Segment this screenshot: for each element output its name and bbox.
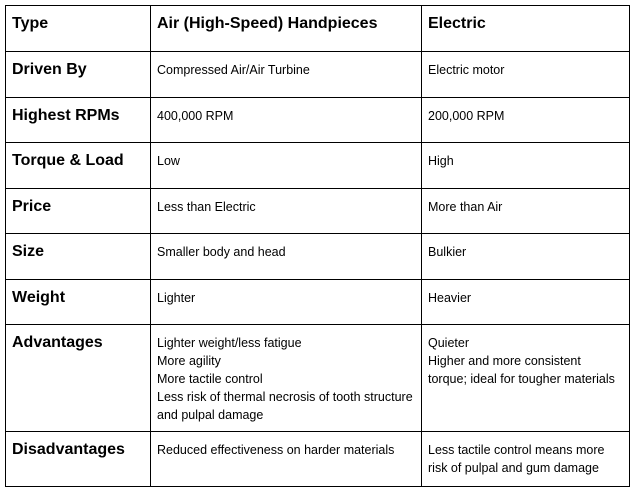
air-cell <box>151 143 422 189</box>
electric-cell <box>422 143 630 189</box>
cell-text: More than Air <box>428 200 503 214</box>
table-row <box>6 325 630 432</box>
table-row <box>6 98 630 143</box>
cell-text: Less than Electric <box>157 200 256 214</box>
air-cell <box>151 280 422 325</box>
air-cell <box>151 234 422 280</box>
row-label: Highest RPMs <box>6 98 151 143</box>
header-type: Type <box>6 6 151 52</box>
row-label: Torque & Load <box>6 143 151 189</box>
cell-text: Quieter <box>428 336 469 350</box>
electric-cell <box>422 325 630 432</box>
cell-text: Smaller body and head <box>157 245 286 259</box>
cell-text: Bulkier <box>428 245 467 259</box>
row-label: Size <box>6 234 151 280</box>
row-label: Driven By <box>6 52 151 98</box>
cell-text: High <box>428 154 454 168</box>
table-row <box>6 280 630 325</box>
cell-text: Low <box>157 154 180 168</box>
row-label: Disadvantages <box>6 432 151 487</box>
row-label: Price <box>6 189 151 234</box>
cell-text: 400,000 RPM <box>157 109 234 123</box>
cell-text: More tactile control <box>157 372 263 386</box>
air-cell <box>151 325 422 432</box>
cell-text: Less tactile control means more risk of pulpal and gum damage <box>428 443 605 475</box>
electric-cell <box>422 189 630 234</box>
cell-text: Reduced effectiveness on harder materials <box>157 443 395 457</box>
table-row <box>6 234 630 280</box>
cell-text: Electric motor <box>428 63 505 77</box>
comparison-table <box>5 5 630 487</box>
air-cell <box>151 432 422 487</box>
cell-text: Less risk of thermal necrosis of tooth structure and pulpal damage <box>157 390 413 422</box>
air-cell <box>151 98 422 143</box>
header-row <box>6 6 630 52</box>
header-electric: Electric <box>422 6 630 52</box>
electric-cell <box>422 280 630 325</box>
cell-text: Heavier <box>428 291 472 305</box>
cell-text: Lighter weight/less fatigue <box>157 336 302 350</box>
electric-cell <box>422 98 630 143</box>
row-label: Advantages <box>6 325 151 432</box>
cell-text: Higher and more consistent torque; ideal for tougher materials <box>428 354 615 386</box>
electric-cell <box>422 234 630 280</box>
cell-text: 200,000 RPM <box>428 109 505 123</box>
table-row <box>6 432 630 487</box>
cell-text: Compressed Air/Air Turbine <box>157 63 310 77</box>
header-air-handpieces: Air (High-Speed) Handpieces <box>151 6 422 52</box>
table-row <box>6 52 630 98</box>
row-label: Weight <box>6 280 151 325</box>
table-row <box>6 189 630 234</box>
cell-text: More agility <box>157 354 221 368</box>
air-cell <box>151 52 422 98</box>
table-row <box>6 143 630 189</box>
air-cell <box>151 189 422 234</box>
electric-cell <box>422 432 630 487</box>
cell-text: Lighter <box>157 291 196 305</box>
electric-cell <box>422 52 630 98</box>
